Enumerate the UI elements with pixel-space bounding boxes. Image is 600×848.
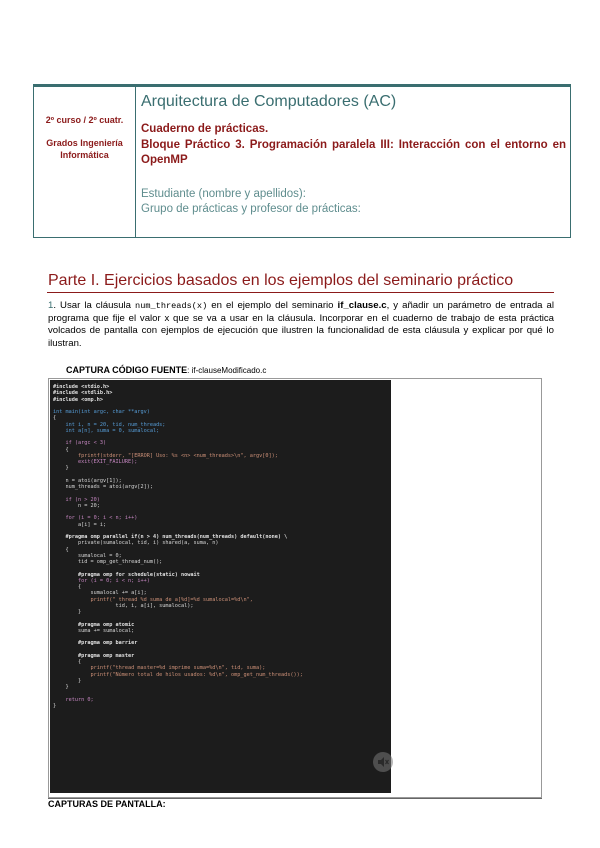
- exercise-file-name: if_clause.c: [337, 300, 387, 311]
- code-line: }: [53, 684, 69, 690]
- code-line: for (i = 0; i < n; i++): [53, 577, 150, 584]
- code-line: fprintf(stderr, "[ERROR] Uso: %s <n> <num_threads>\n", argv[0]);: [53, 452, 278, 459]
- code-line: #pragma omp for schedule(static) nowait: [53, 571, 200, 578]
- code-line: }: [53, 702, 57, 709]
- exercise-text-a: . Usar la cláusula: [53, 300, 136, 311]
- volume-mute-icon[interactable]: [373, 752, 393, 772]
- capture-filename: : if-clauseModificado.c: [187, 366, 267, 375]
- code-line: #include <omp.h>: [53, 396, 103, 403]
- code-line: #include <stdlib.h>: [53, 390, 113, 397]
- code-line: n = atoi(argv[1]);: [53, 477, 122, 484]
- grados-label: Grados Ingeniería Informática: [46, 138, 123, 160]
- code-line: printf("thread master=%d imprime suma=%d\n", tid, suma);: [53, 665, 266, 672]
- code-line: private(sumalocal, tid, i) shared(a, suma, n): [53, 540, 219, 547]
- code-line: }: [53, 465, 69, 472]
- code-line: int a[n], suma = 0, sumalocal;: [53, 427, 160, 434]
- code-line: if (argc < 3): [53, 440, 107, 447]
- code-line: n = 20;: [53, 502, 100, 509]
- student-field-label: Estudiante (nombre y apellidos):: [141, 188, 306, 200]
- exercise-paragraph: [48, 300, 554, 350]
- code-line: num_threads = atoi(argv[2]);: [53, 484, 153, 490]
- code-line: return 0;: [53, 696, 94, 703]
- part-heading-rule: [47, 292, 554, 293]
- code-line: tid = omp_get_thread_num();: [53, 559, 163, 565]
- header-box: [33, 84, 571, 238]
- bloque-label: Bloque Práctico 3. Programación paralela III: Interacción con el entorno en OpenMP: [141, 139, 566, 166]
- code-line: if (n > 20): [53, 496, 100, 503]
- code-line: a[i] = i;: [53, 521, 107, 528]
- code-line: sumalocal += a[i];: [53, 590, 147, 597]
- code-line: suma += sumalocal;: [53, 627, 135, 634]
- part-heading: Parte I. Ejercicios basados en los ejemplos del seminario práctico: [48, 272, 514, 289]
- code-line: int i, n = 20, tid, num_threads;: [53, 421, 166, 428]
- code-line: }: [53, 609, 82, 615]
- code-line: exit(EXIT_FAILURE);: [53, 459, 138, 465]
- code-line: printf("Número total de hilos usados: %d\n", omp_get_num_threads());: [53, 671, 303, 678]
- screenshots-label: CAPTURAS DE PANTALLA:: [48, 799, 166, 809]
- code-line: sumalocal = 0;: [53, 552, 122, 559]
- exercise-code-clause: num_threads(x): [135, 301, 208, 311]
- code-line: {: [53, 584, 82, 590]
- code-line: printf(" thread %d suma de a[%d]=%d sumalocal=%d\n",: [53, 596, 253, 603]
- capture-title: [66, 365, 266, 375]
- exercise-text-b: en el ejemplo del seminario: [207, 300, 338, 311]
- capture-label: CAPTURA CÓDIGO FUENTE: [66, 365, 188, 375]
- header-left-cell: [34, 85, 136, 237]
- code-screenshot: [50, 380, 391, 793]
- code-line: #include <stdio.h>: [53, 384, 110, 390]
- code-line: #pragma omp parallel if(n > 4) num_threads(num_threads) default(none) \: [53, 534, 288, 540]
- document-title: Arquitectura de Computadores (AC): [141, 93, 397, 110]
- exercise-text-c: , y añadir un parámetro de entrada al programa que fije el valor x que se va a usar en la cláusula. Incorporar en el cuaderno de trabajo de esta práctica volcados de pantalla con ejemplos de ejecución que ilustren la funcionalidad de esta cláusula y explicar por qué lo ilustran.: [48, 300, 554, 349]
- code-line: tid, i, a[i], sumalocal);: [53, 602, 194, 609]
- code-line: }: [53, 677, 82, 684]
- code-line: #pragma omp master: [53, 652, 135, 659]
- code-line: #pragma omp atomic: [53, 621, 135, 628]
- course-label: 2º curso / 2º cuatr.: [45, 115, 124, 125]
- code-line: for (i = 0; i < n; i++): [53, 515, 138, 522]
- code-line: #pragma omp barrier: [53, 640, 138, 647]
- code-line: {: [53, 546, 69, 553]
- header-right-cell: [141, 85, 566, 237]
- cuaderno-label: Cuaderno de prácticas.: [141, 123, 269, 135]
- group-field-label: Grupo de prácticas y profesor de prácticas:: [141, 203, 361, 215]
- code-line: int main(int argc, char **argv): [53, 409, 150, 415]
- code-line: {: [53, 415, 57, 422]
- code-lines: [53, 384, 303, 709]
- code-line: {: [53, 659, 82, 665]
- exercise-number: 1: [48, 300, 54, 311]
- code-line: {: [53, 446, 69, 453]
